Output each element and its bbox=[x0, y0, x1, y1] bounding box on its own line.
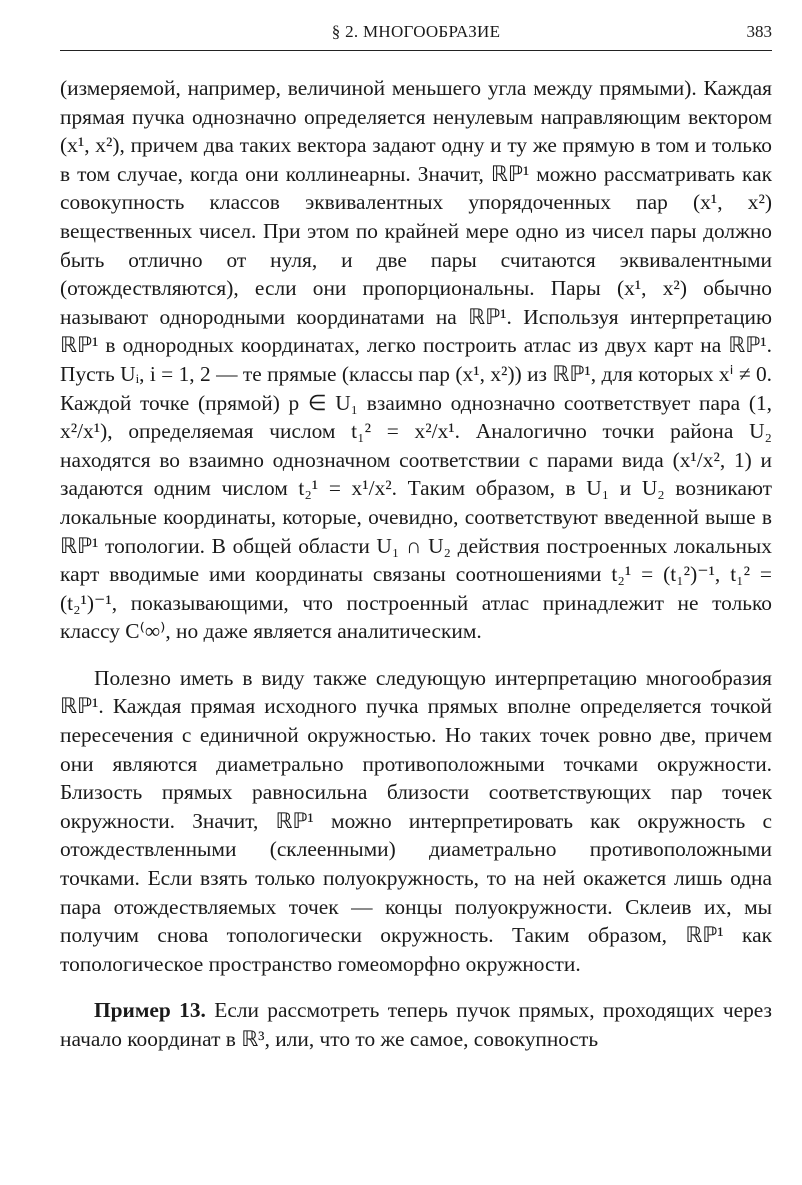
paragraph-homogeneous-coordinates: (измеряемой, например, величиной меньшего угла между прямыми). Каждая прямая пучка однозначно определяется ненулевым направляющим вектором (x¹, x²), причем два таких вектора задают одну и ту же прямую в том и только в том случае, когда они коллинеарны. Значит, ℝℙ¹ можно рассматривать как совокупность классов эквивалентных упорядоченных пар (x¹, x²) вещественных чисел. При этом по крайней мере одно из чисел пары должно быть отлично от нуля, и две пары считаются эквивалентными (отождествляются), если они пропорциональны. Пары (x¹, x²) обычно называют однородными координатами на ℝℙ¹. Используя интерпретацию ℝℙ¹ в однородных координатах, легко построить атлас из двух карт на ℝℙ¹. Пусть Uᵢ, i = 1, 2 — те прямые (классы пар (x¹, x²)) из ℝℙ¹, для которых xⁱ ≠ 0. Каждой точке (прямой) p ∈ U₁ взаимно однозначно соответствует пара (1, x²/x¹), определяемая числом t₁² = x²/x¹. Аналогично точки района U₂ находятся во взаимно однозначном соответствии с парами вида (x¹/x², 1) и задаются одним числом t₂¹ = x¹/x². Таким образом, в U₁ и U₂ возникают локальные координаты, которые, очевидно, соответствуют введенной выше в ℝℙ¹ топологии. В общей области U₁ ∩ U₂ действия построенных локальных карт вводимые ими координаты связаны соотношениями t₂¹ = (t₁²)⁻¹, t₁² = (t₂¹)⁻¹, показывающими, что построенный атлас принадлежит не только классу C⁽∞⁾, но даже является аналитическим. bbox=[60, 76, 772, 644]
example-title: Пример 13. bbox=[94, 998, 206, 1023]
page-number: 383 bbox=[746, 22, 772, 41]
page-header bbox=[60, 22, 772, 52]
example-paragraph bbox=[60, 996, 772, 1053]
paragraph-circle-interpretation: Полезно иметь в виду также следующую интерпретацию многообразия ℝℙ¹. Каждая прямая исходного пучка прямых вполне определяется точкой пересечения с единичной окружностью. Но таких точек ровно две, причем они являются диаметрально противоположными точками окружности. Близость прямых равносильна близости соответствующих пар точек окружности. Значит, ℝℙ¹ можно интерпретировать как окружность с отождествленными (склеенными) диаметрально противоположными точками. Если взять только полуокружность, то на ней окажется лишь одна пара отождествляемых точек — концы полуокружности. Склеив их, мы получим снова топологически окружность. Таким образом, ℝℙ¹ как топологическое пространство гомеоморфно окружности. bbox=[60, 665, 772, 976]
header-rule bbox=[60, 50, 772, 51]
running-head: § 2. МНОГООБРАЗИЕ bbox=[331, 22, 501, 41]
example-text: Если рассмотреть теперь пучок прямых, проходящих через начало координат в ℝ³, или, что то же самое, совокупность bbox=[60, 998, 772, 1051]
page-body bbox=[60, 74, 772, 1054]
